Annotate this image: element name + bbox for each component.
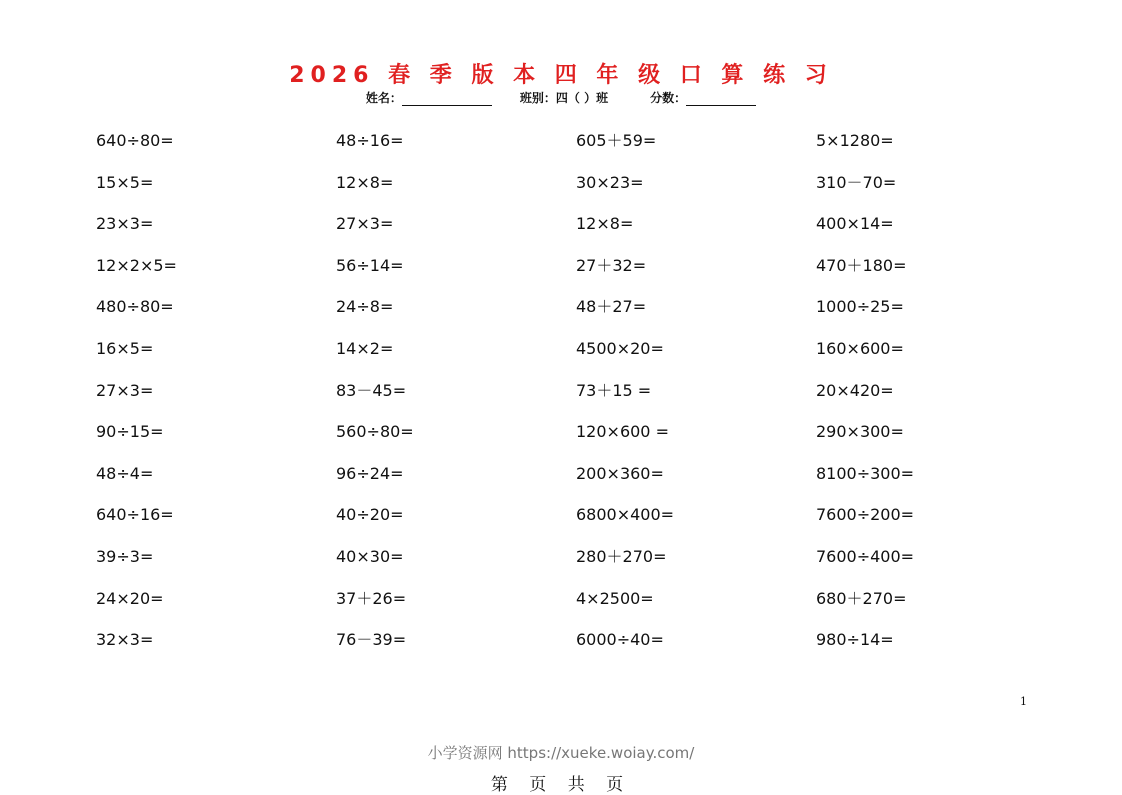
score-field <box>650 89 756 106</box>
problem-item: 37＋26= <box>336 588 407 608</box>
problem-item: 48÷4= <box>96 463 154 483</box>
problem-item: 39÷3= <box>96 546 154 566</box>
problem-item: 30×23= <box>576 172 644 192</box>
problem-item: 4500×20= <box>576 338 664 358</box>
problem-item: 160×600= <box>816 338 904 358</box>
problem-item: 40÷20= <box>336 505 404 525</box>
problem-item: 56÷14= <box>336 255 404 275</box>
problem-item: 605＋59= <box>576 131 657 150</box>
problem-item: 400×14= <box>816 214 894 234</box>
problem-item: 27×3= <box>336 214 394 234</box>
problem-item: 40×30= <box>336 546 404 566</box>
problem-item: 200×360= <box>576 463 664 483</box>
problem-item: 90÷15= <box>96 422 164 442</box>
problem-item: 7600÷400= <box>816 546 915 566</box>
problem-item: 12×8= <box>576 214 634 234</box>
score-blank-line[interactable] <box>686 92 756 106</box>
page-number: 1 <box>1020 695 1027 708</box>
problem-item: 640÷16= <box>96 505 174 525</box>
problem-item: 83－45= <box>336 380 407 400</box>
problem-item: 8100÷300= <box>816 463 915 483</box>
problem-item: 560÷80= <box>336 422 414 442</box>
problem-item: 27×3= <box>96 380 154 400</box>
problem-item: 23×3= <box>96 214 154 234</box>
problem-item: 76－39= <box>336 630 407 650</box>
name-blank-line[interactable] <box>402 92 492 106</box>
problem-item: 680＋270= <box>816 588 907 608</box>
problem-item: 20×420= <box>816 380 894 400</box>
page-footer: 第 页 共 页 <box>490 775 632 795</box>
problem-item: 32×3= <box>96 630 154 650</box>
problem-item: 48÷16= <box>336 131 404 150</box>
problem-item: 4×2500= <box>576 588 654 608</box>
name-field <box>366 89 492 106</box>
problem-item: 310－70= <box>816 172 897 192</box>
class-field <box>520 89 608 106</box>
problem-item: 24×20= <box>96 588 164 608</box>
problem-item: 15×5= <box>96 172 154 192</box>
name-label: 姓名： <box>365 91 402 105</box>
student-info-row <box>0 89 1122 106</box>
score-label: 分数： <box>650 91 687 105</box>
problem-item: 7600÷200= <box>816 505 915 525</box>
problem-item: 480÷80= <box>96 297 174 317</box>
problem-item: 16×5= <box>96 338 154 358</box>
problem-item: 280＋270= <box>576 546 667 566</box>
problem-item: 12×8= <box>336 172 394 192</box>
problem-item: 290×300= <box>816 422 904 442</box>
problem-grid <box>96 130 1056 671</box>
problem-item: 73＋15 = <box>576 380 652 400</box>
problem-item: 5×1280= <box>816 131 894 150</box>
worksheet-title: 2026 春 季 版 本 四 年 级 口 算 练 习 <box>289 63 833 88</box>
problem-item: 27＋32= <box>576 255 647 275</box>
problem-item: 6800×400= <box>576 505 675 525</box>
class-label: 班别：四（ ）班 <box>519 91 609 105</box>
problem-item: 24÷8= <box>336 297 394 317</box>
problem-item: 1000÷25= <box>816 297 904 317</box>
problem-item: 12×2×5= <box>96 255 177 275</box>
problem-item: 96÷24= <box>336 463 404 483</box>
problem-item: 6000÷40= <box>576 630 664 650</box>
problem-item: 120×600 = <box>576 422 669 442</box>
watermark-text: 小学资源网 https://xueke.woiay.com/ <box>427 744 695 762</box>
problem-item: 980÷14= <box>816 630 894 650</box>
problem-item: 48＋27= <box>576 297 647 317</box>
problem-item: 14×2= <box>336 338 394 358</box>
problem-item: 470＋180= <box>816 255 907 275</box>
problem-item: 640÷80= <box>96 131 174 150</box>
